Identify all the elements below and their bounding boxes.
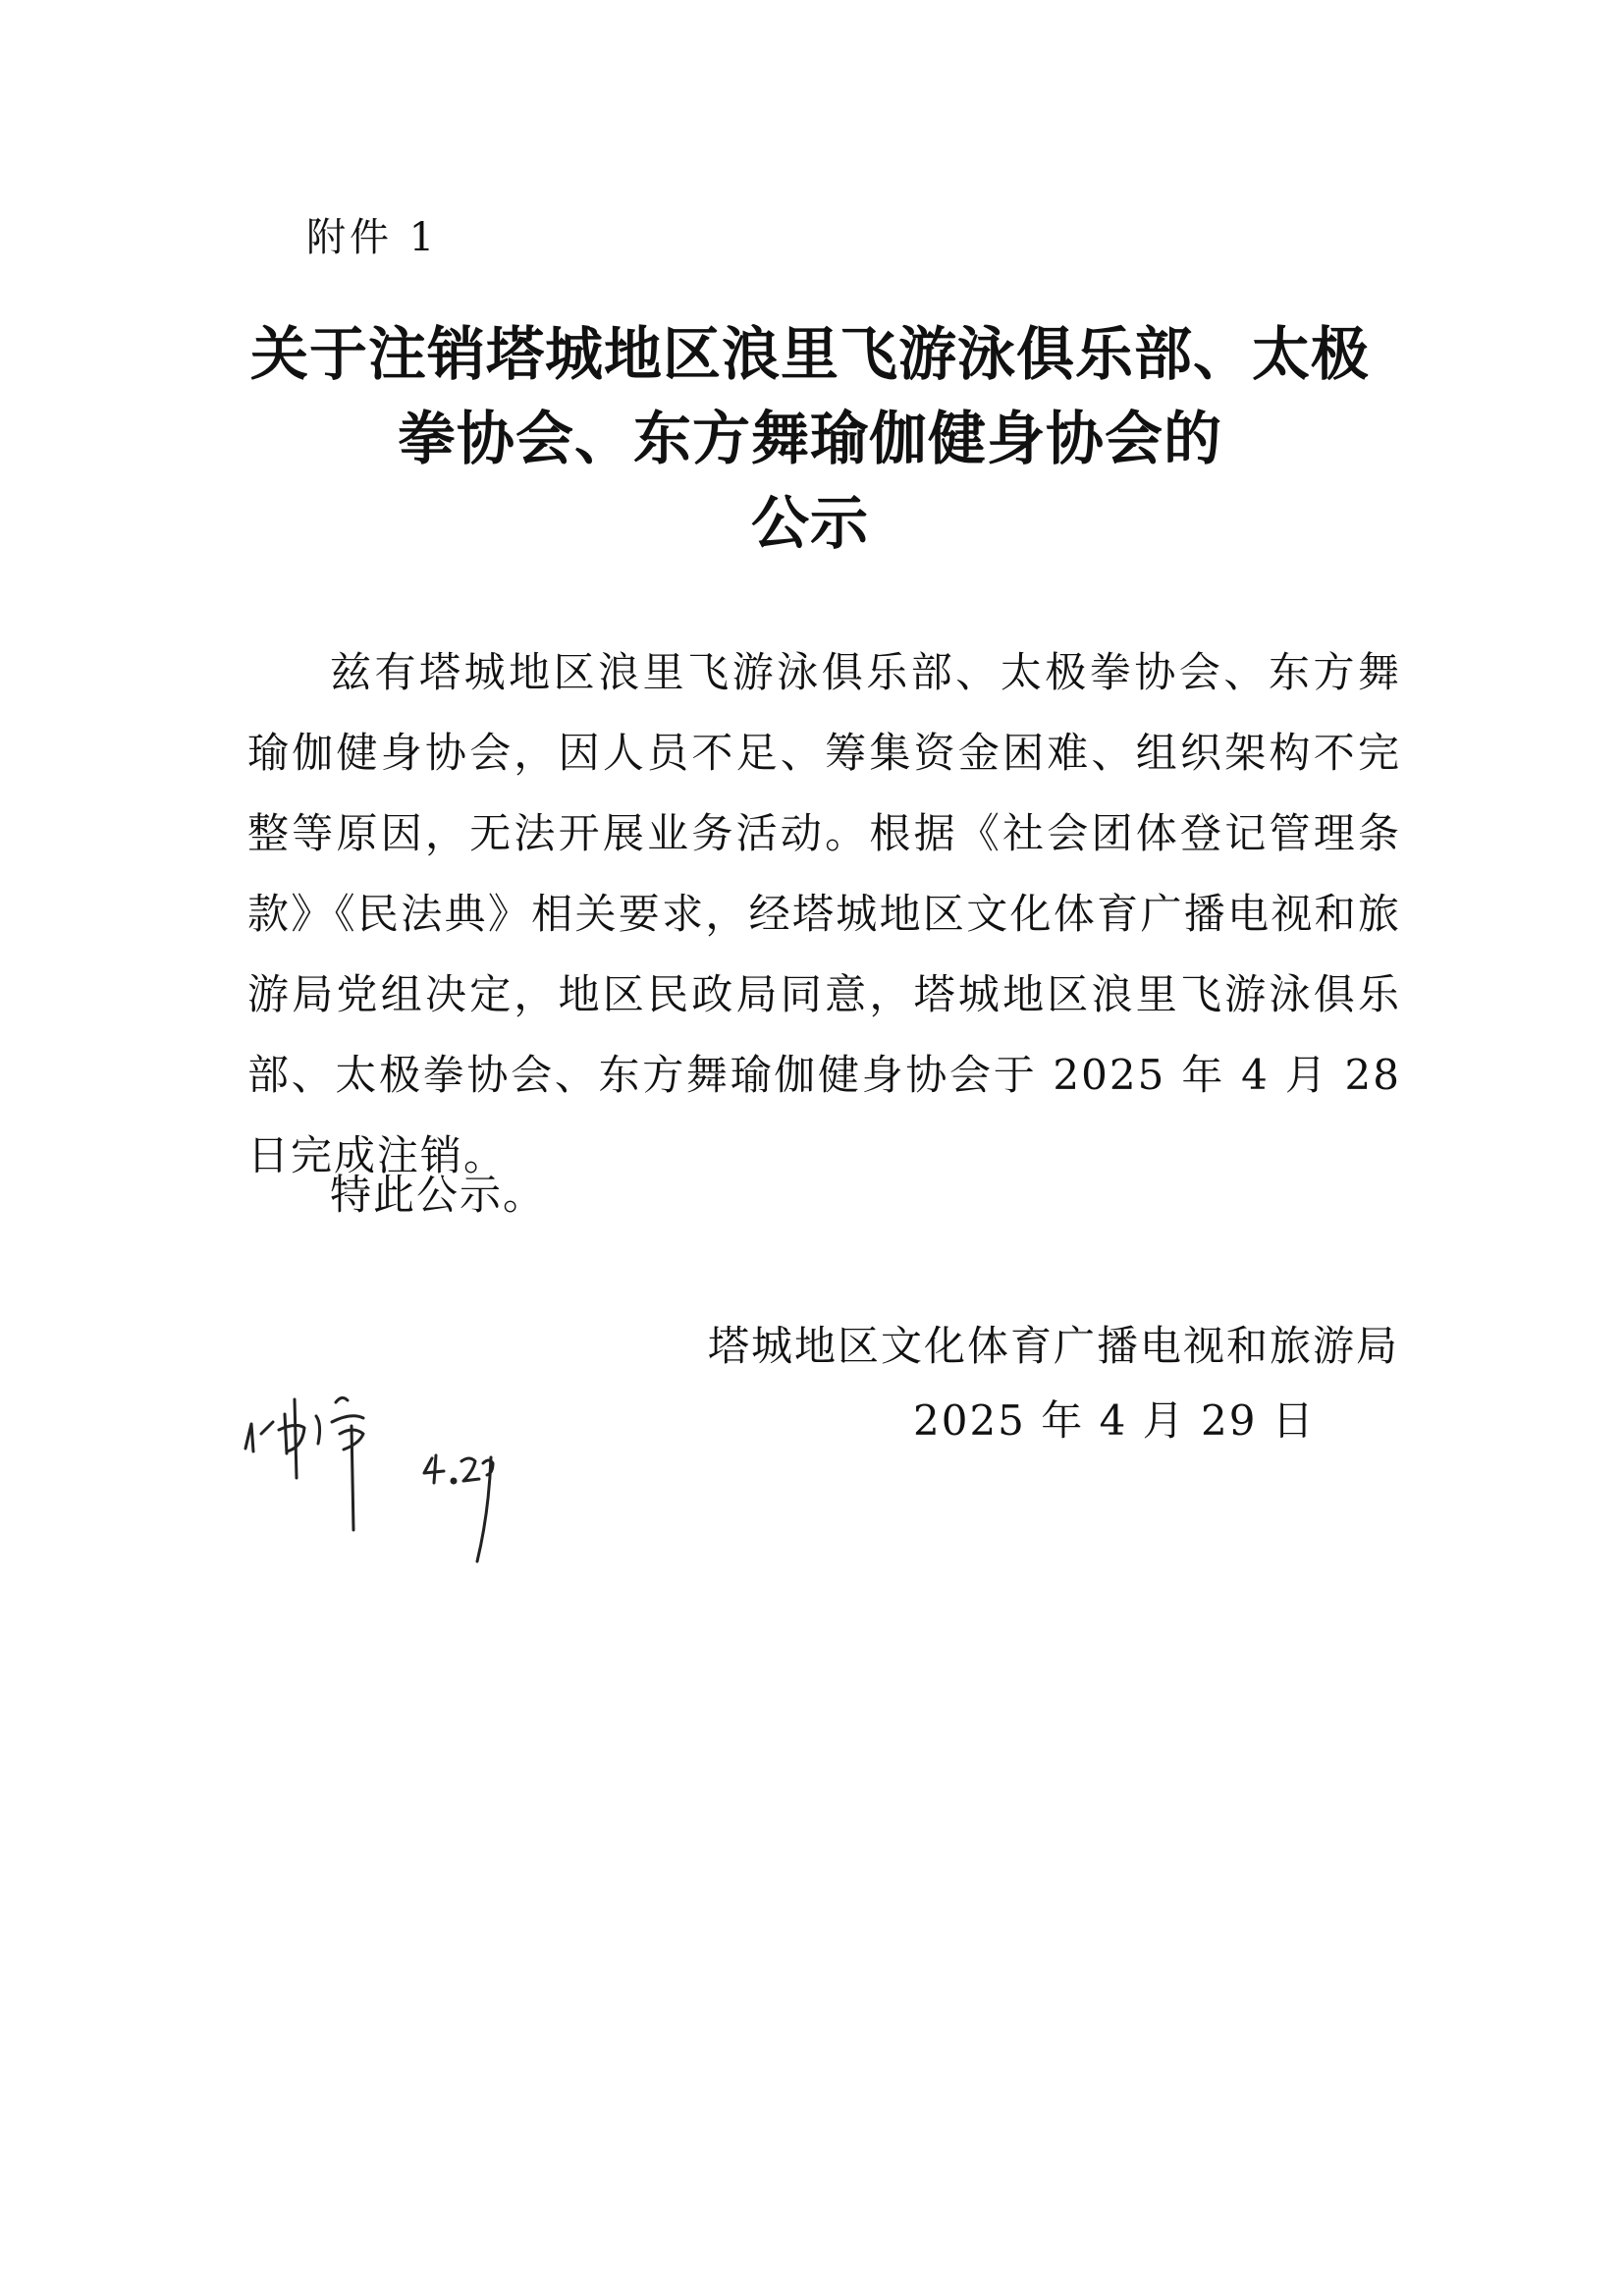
- closing-text: 特此公示。: [330, 1171, 547, 1219]
- issuer-name: 塔城地区文化体育广播电视和旅游局: [707, 1322, 1399, 1370]
- title-line-2: 拳协会、东方舞瑜伽健身协会的: [397, 405, 1222, 472]
- body-paragraph: 兹有塔城地区浪里飞游泳俱乐部、太极拳协会、东方舞瑜伽健身协会，因人员不足、筹集资金困难、组织架构不完整等原因，无法开展业务活动。根据《社会团体登记管理条款》《民法典》相关要求，经塔城地区文化体育广播电视和旅游局党组决定，地区民政局同意，塔城地区浪里飞游泳俱乐部、太极拳协会、东方舞瑜伽健身协会于 2025 年 4 月 28 日完成注销。: [247, 648, 1401, 1179]
- document-title: [226, 312, 1394, 566]
- issue-date: 2025 年 4 月 29 日: [913, 1396, 1316, 1445]
- attachment-label: 附件 1: [306, 215, 439, 260]
- title-line-1: 关于注销塔城地区浪里飞游泳俱乐部、太极: [249, 320, 1370, 388]
- title-line-3: 公示: [750, 489, 869, 557]
- handwritten-signature-icon: [226, 1365, 560, 1591]
- document-body: [247, 632, 1401, 1196]
